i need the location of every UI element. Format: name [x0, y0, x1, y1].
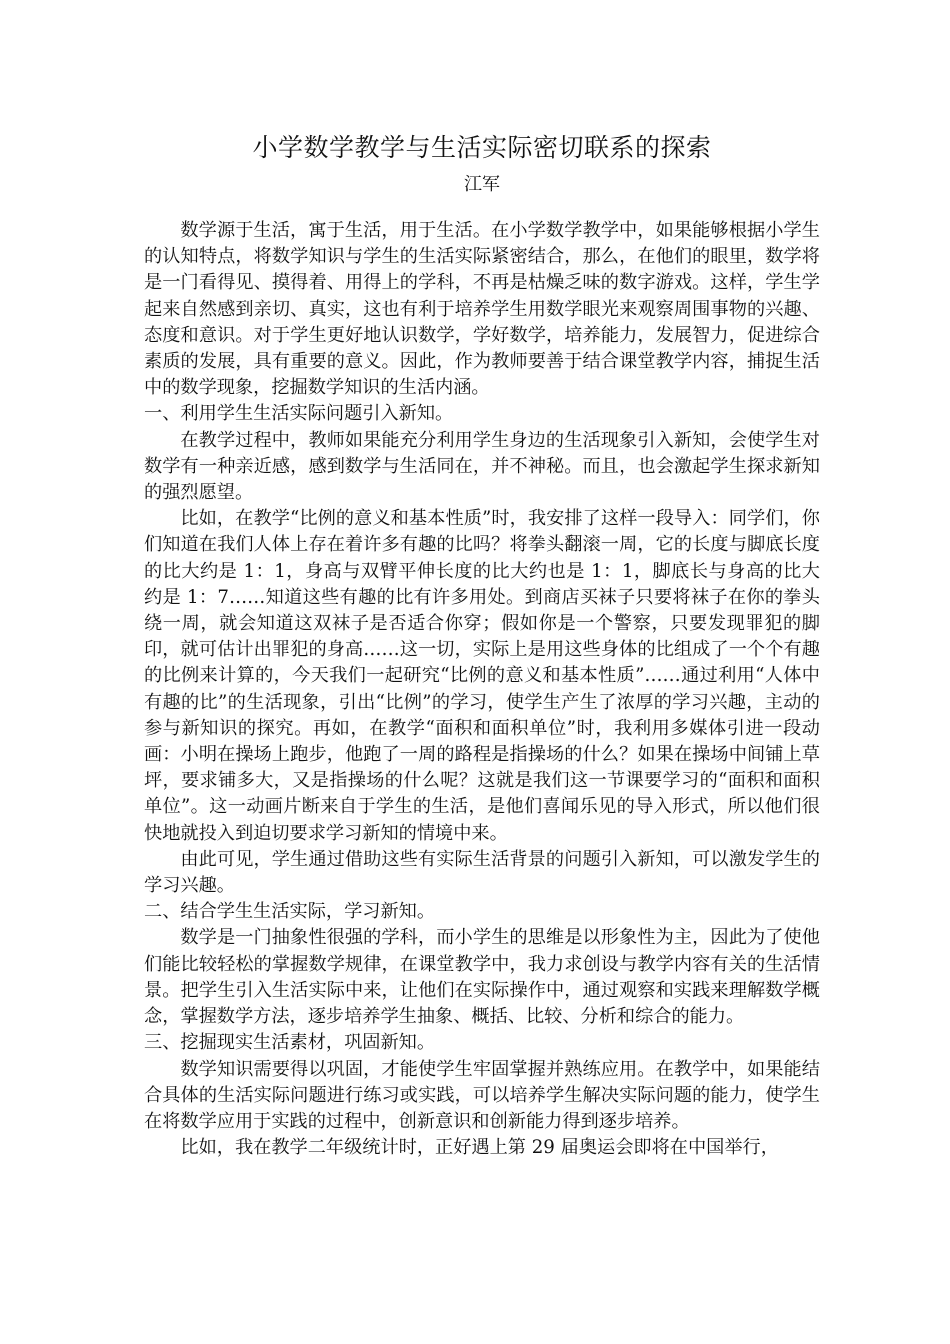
paragraph-intro: 数学源于生活，寓于生活，用于生活。在小学数学教学中，如果能够根据小学生的认知特点，将数学知识与学生的生活实际紧密结合，那么，在他们的眼里，数学将是一门看得见、摸得着、用得上的学科，不再是枯燥乏味的数字游戏。这样，学生学起来自然感到亲切、真实，这也有利于培养学生用数学眼光来观察周围事物的兴趣、态度和意识。对于学生更好地认识数学，学好数学，培养能力，发展智力，促进综合素质的发展，具有重要的意义。因此，作为教师要善于结合课堂教学内容，捕捉生活中的数学现象，挖掘数学知识的生活内涵。	[144, 220, 820, 399]
document-page	[144, 130, 820, 1161]
document-author: 江军	[464, 174, 500, 195]
paragraph: 比如，我在教学二年级统计时，正好遇上第 29 届奥运会即将在中国举行，	[180, 1137, 779, 1159]
paragraph: 数学知识需要得以巩固，才能使学生牢固掌握并熟练应用。在教学中，如果能结合具体的生活实际问题进行练习或实践，可以培养学生解决实际问题的能力，使学生在将数学应用于实践的过程中，创新意识和创新能力得到逐步培养。	[144, 1058, 820, 1132]
paragraph: 比如，在教学“比例的意义和基本性质”时，我安排了这样一段导入：同学们，你们知道在我们人体上存在着许多有趣的比吗？将拳头翻滚一周，它的长度与脚底长度的比大约是 1：1，身高与双臂平伸长度的比大约也是 1：1，脚底长与身高的比大约是 1：7……知道这些有趣的比有许多用处。到商店买袜子只要将袜子在你的拳头绕一周，就会知道这双袜子是否适合你穿；假如你是一个警察，只要发现罪犯的脚印，就可估计出罪犯的身高……这一切，实际上是用这些身体的比组成了一个个有趣的比例来计算的，今天我们一起研究“比例的意义和基本性质”……通过利用“人体中有趣的比”的生活现象，引出“比例”的学习，使学生产生了浓厚的学习兴趣，主动的参与新知识的探究。再如，在教学“面积和面积单位”时，我利用多媒体引进一段动画：小明在操场上跑步，他跑了一周的路程是指操场的什么？如果在操场中间铺上草坪，要求铺多大，又是指操场的什么呢？这就是我们这一节课要学习的“面积和面积单位”。这一动画片断来自于学生的生活，是他们喜闻乐见的导入形式，所以他们很快地就投入到迫切要求学习新知的情境中来。	[144, 508, 820, 844]
section-heading-2: 二、结合学生生活实际，学习新知。	[144, 901, 436, 923]
section-heading-3: 三、挖掘现实生活素材，巩固新知。	[144, 1032, 436, 1054]
section-heading-1: 一、利用学生生活实际问题引入新知。	[144, 403, 454, 425]
paragraph: 由此可见，学生通过借助这些有实际生活背景的问题引入新知，可以激发学生的学习兴趣。	[144, 848, 820, 897]
document-title: 小学数学教学与生活实际密切联系的探索	[252, 133, 712, 162]
paragraph: 在教学过程中，教师如果能充分利用学生身边的生活现象引入新知，会使学生对数学有一种亲近感，感到数学与生活同在，并不神秘。而且，也会激起学生探求新知的强烈愿望。	[144, 429, 820, 504]
paragraph: 数学是一门抽象性很强的学科，而小学生的思维是以形象性为主，因此为了使他们能比较轻松的掌握数学规律，在课堂教学中，我力求创设与教学内容有关的生活情景。把学生引入生活实际中来，让他们在实际操作中，通过观察和实践来理解数学概念，掌握数学方法，逐步培养学生抽象、概括、比较、分析和综合的能力。	[144, 927, 820, 1028]
